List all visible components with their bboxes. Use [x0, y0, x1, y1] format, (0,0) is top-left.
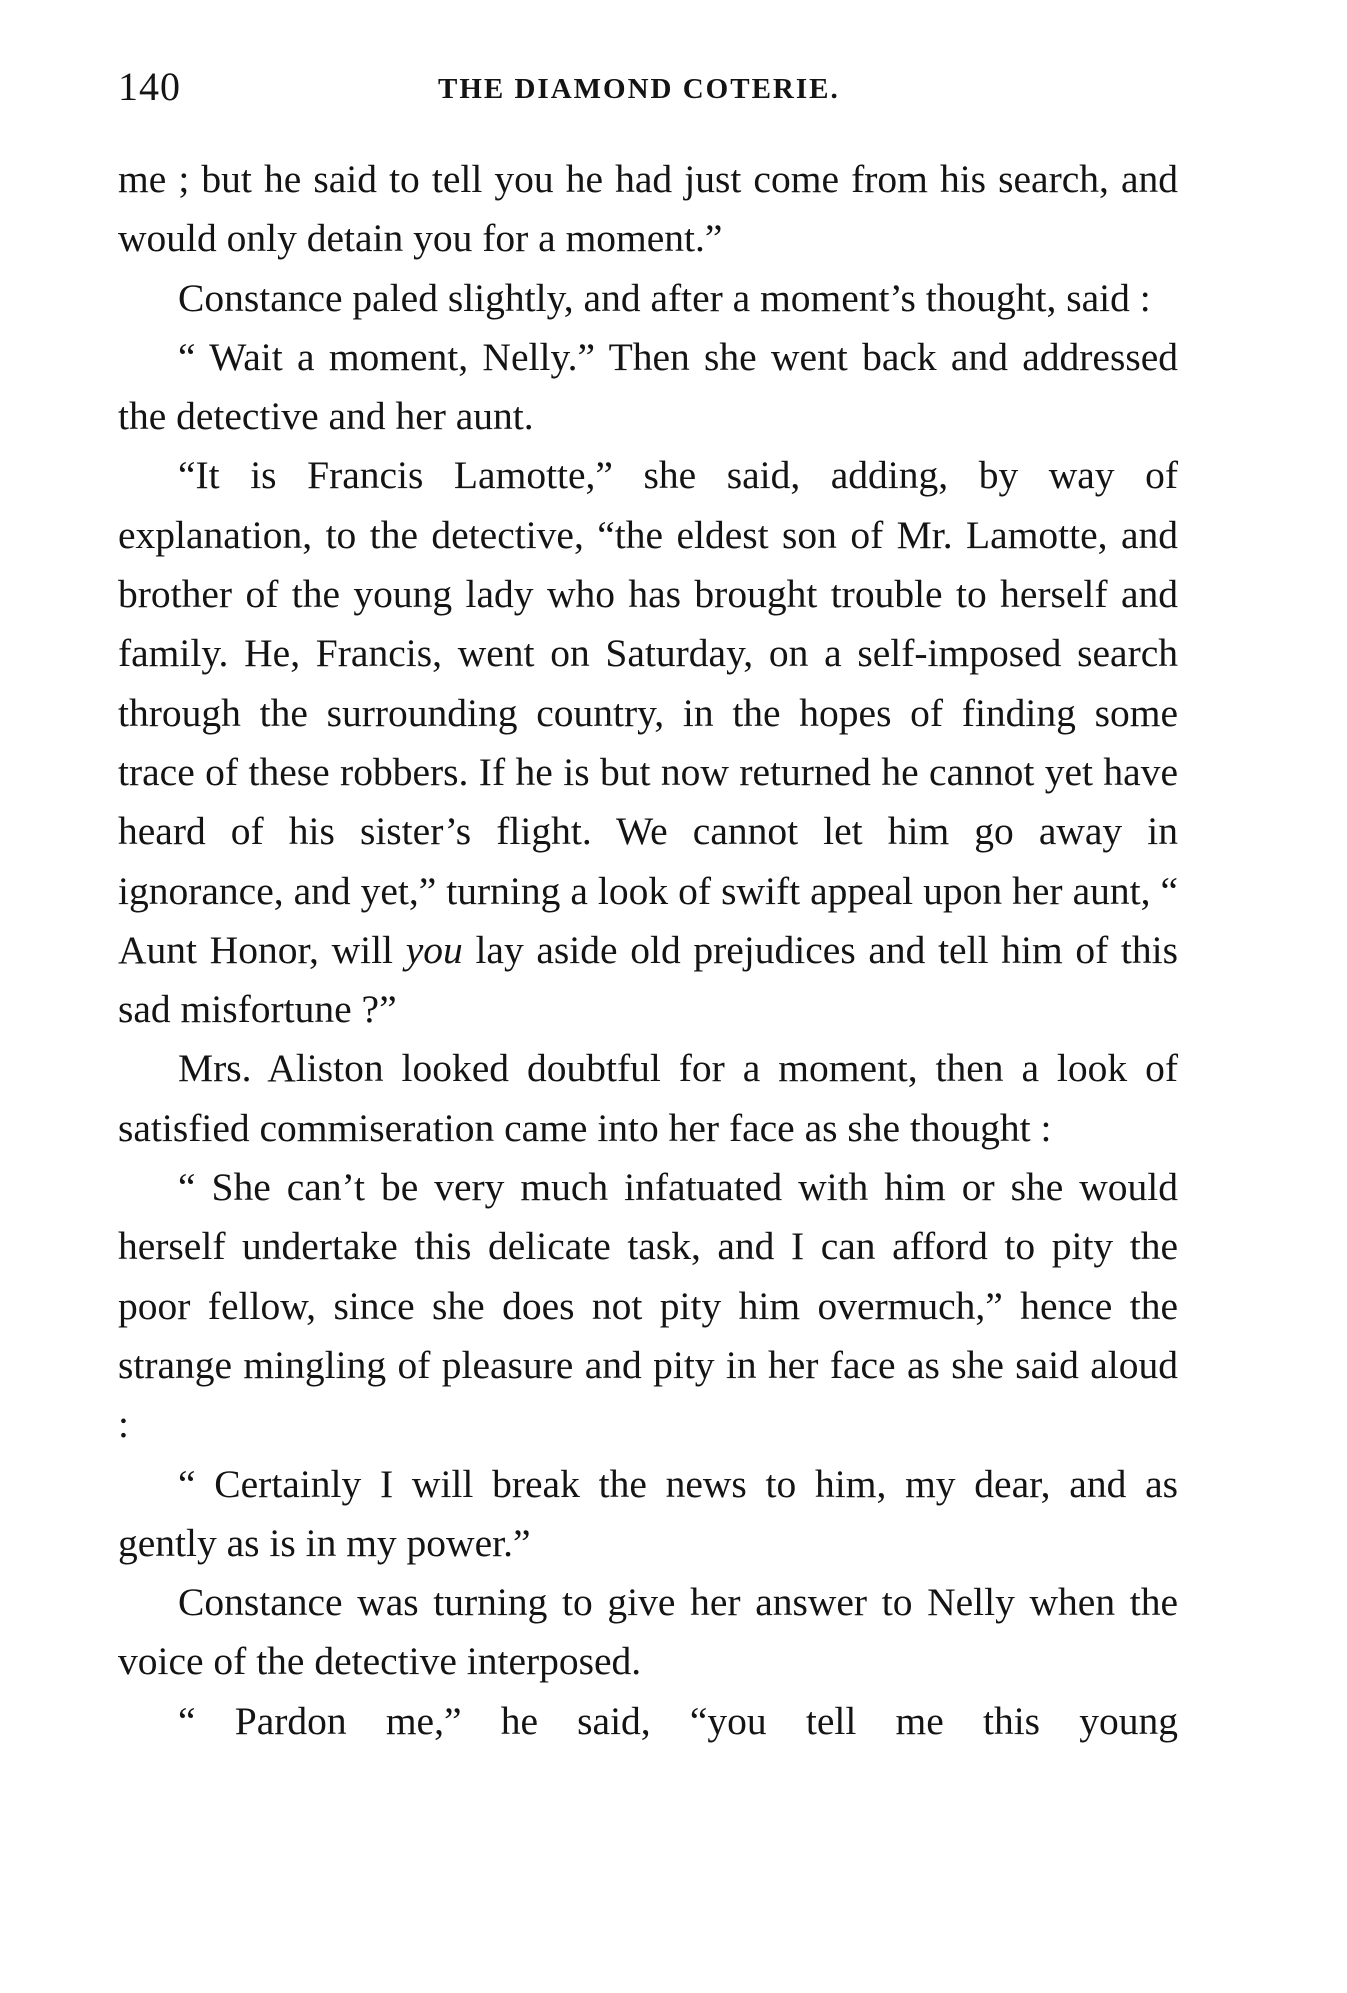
paragraph: Constance was turning to give her answer to Nelly when the voice of the detective interposed.	[118, 1580, 1178, 1684]
paragraph: “ She can’t be very much infatuated with him or she would herself undertake this delicate task, and I can afford to pity the poor fellow, since she does not pity him overmuch,” hence the strange mingling of pleasure and pity in her face as she said aloud :	[118, 1165, 1178, 1447]
page-header	[118, 62, 1176, 112]
running-title: THE DIAMOND COTERIE.	[438, 73, 840, 105]
paragraph: “ Certainly I will break the news to him, my dear, and as gently as is in my power.”	[118, 1461, 1178, 1565]
page-number: 140	[118, 64, 181, 109]
italic-word: you	[405, 927, 463, 972]
paragraph-text: “It is Francis Lamotte,” she said, adding, by way of explanation, to the detective, “the eldest son of Mr. Lamotte, and brother of the young lady who has brought trouble to herself and family. He, Francis, went on Saturday, on a self-imposed search through the surrounding country, in the hopes of finding some trace of these robbers. If he is but now returned he cannot yet have heard of his sister’s flight. We cannot let him go away in ignorance, and yet,” turning a look of swift appeal upon her aunt, “ Aunt Honor, will	[118, 453, 1178, 972]
paragraph: Constance paled slightly, and after a moment’s thought, said :	[178, 275, 1151, 320]
paragraph: “ Wait a moment, Nelly.” Then she went back and addressed the detective and her aunt.	[118, 334, 1178, 439]
paragraph	[118, 446, 1178, 1039]
paragraph: me ; but he said to tell you he had just come from his search, and would only detain you for a moment.”	[118, 157, 1178, 261]
paragraph: “ Pardon me,” he said, “you tell me this young	[178, 1698, 1178, 1743]
body-text	[118, 150, 1178, 1751]
paragraph: Mrs. Aliston looked doubtful for a moment, then a look of satisfied commiseration came into her face as she thought :	[118, 1046, 1178, 1150]
paragraph-text: lay aside old prejudices and tell him of this sad misfortune ?”	[118, 927, 1179, 1032]
